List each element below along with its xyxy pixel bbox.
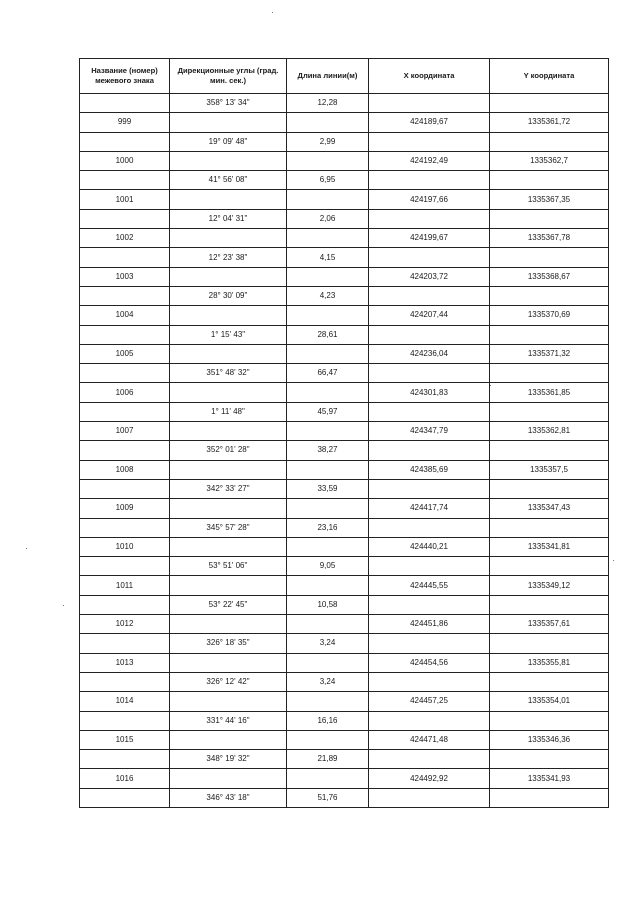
y-coordinate-cell (490, 557, 609, 576)
y-coordinate-cell (490, 325, 609, 344)
y-coordinate-cell (490, 94, 609, 113)
y-coordinate-cell (490, 402, 609, 421)
angle-cell: 342° 33' 27" (170, 479, 287, 498)
y-coordinate-cell: 1335347,43 (490, 499, 609, 518)
y-coordinate-cell: 1335341,93 (490, 769, 609, 788)
y-coordinate-cell: 1335361,85 (490, 383, 609, 402)
y-coordinate-cell: 1335370,69 (490, 306, 609, 325)
y-coordinate-cell: 1335367,35 (490, 190, 609, 209)
table-row (80, 615, 609, 634)
point-name-cell (80, 171, 170, 190)
point-name-cell: 999 (80, 113, 170, 132)
x-coordinate-cell (369, 672, 490, 691)
table-row (80, 229, 609, 248)
length-cell: 21,89 (287, 750, 369, 769)
length-cell: 4,15 (287, 248, 369, 267)
table-row (80, 730, 609, 749)
x-coordinate-cell: 424457,25 (369, 692, 490, 711)
angle-cell: 348° 19' 32" (170, 750, 287, 769)
point-name-cell: 1013 (80, 653, 170, 672)
point-name-cell: 1005 (80, 344, 170, 363)
angle-cell: 53° 22' 45" (170, 595, 287, 614)
table-row (80, 634, 609, 653)
table-row (80, 479, 609, 498)
angle-cell (170, 267, 287, 286)
angle-cell (170, 306, 287, 325)
point-name-cell: 1016 (80, 769, 170, 788)
angle-cell: 351° 48' 32" (170, 364, 287, 383)
header-length: Длина линии(м) (287, 59, 369, 94)
table-row (80, 576, 609, 595)
scan-speck (63, 605, 64, 606)
table-row (80, 190, 609, 209)
length-cell (287, 460, 369, 479)
angle-cell (170, 344, 287, 363)
length-cell (287, 306, 369, 325)
table-row (80, 711, 609, 730)
y-coordinate-cell: 1335362,81 (490, 422, 609, 441)
table-row (80, 750, 609, 769)
y-coordinate-cell (490, 248, 609, 267)
x-coordinate-cell: 424451,86 (369, 615, 490, 634)
y-coordinate-cell: 1335361,72 (490, 113, 609, 132)
table-row (80, 364, 609, 383)
length-cell: 23,16 (287, 518, 369, 537)
point-name-cell (80, 209, 170, 228)
length-cell (287, 615, 369, 634)
angle-cell: 326° 18' 35" (170, 634, 287, 653)
point-name-cell: 1011 (80, 576, 170, 595)
length-cell (287, 229, 369, 248)
scan-speck (490, 385, 491, 386)
x-coordinate-cell: 424385,69 (369, 460, 490, 479)
angle-cell (170, 653, 287, 672)
length-cell: 28,61 (287, 325, 369, 344)
point-name-cell: 1012 (80, 615, 170, 634)
angle-cell (170, 692, 287, 711)
table-header-row (80, 59, 609, 94)
x-coordinate-cell (369, 171, 490, 190)
angle-cell (170, 383, 287, 402)
table-row (80, 383, 609, 402)
length-cell: 51,76 (287, 788, 369, 807)
table-row (80, 518, 609, 537)
point-name-cell (80, 672, 170, 691)
y-coordinate-cell (490, 750, 609, 769)
point-name-cell (80, 441, 170, 460)
scan-speck (26, 548, 27, 549)
table-row (80, 595, 609, 614)
x-coordinate-cell: 424192,49 (369, 151, 490, 170)
point-name-cell (80, 248, 170, 267)
table-row (80, 537, 609, 556)
table-row (80, 557, 609, 576)
point-name-cell (80, 750, 170, 769)
angle-cell (170, 460, 287, 479)
x-coordinate-cell: 424445,55 (369, 576, 490, 595)
table-row (80, 286, 609, 305)
point-name-cell (80, 557, 170, 576)
table-row (80, 151, 609, 170)
x-coordinate-cell: 424417,74 (369, 499, 490, 518)
table-row (80, 692, 609, 711)
table-row (80, 422, 609, 441)
x-coordinate-cell (369, 788, 490, 807)
angle-cell: 345° 57' 28" (170, 518, 287, 537)
y-coordinate-cell (490, 711, 609, 730)
coordinates-table (79, 58, 609, 808)
x-coordinate-cell: 424440,21 (369, 537, 490, 556)
x-coordinate-cell (369, 634, 490, 653)
point-name-cell: 1002 (80, 229, 170, 248)
table-row (80, 306, 609, 325)
y-coordinate-cell (490, 286, 609, 305)
table-row (80, 209, 609, 228)
y-coordinate-cell: 1335357,61 (490, 615, 609, 634)
y-coordinate-cell (490, 518, 609, 537)
y-coordinate-cell: 1335346,36 (490, 730, 609, 749)
x-coordinate-cell (369, 132, 490, 151)
scan-speck (272, 12, 273, 13)
angle-cell: 28° 30' 09" (170, 286, 287, 305)
table-row (80, 132, 609, 151)
angle-cell (170, 229, 287, 248)
x-coordinate-cell (369, 479, 490, 498)
length-cell: 16,16 (287, 711, 369, 730)
length-cell (287, 653, 369, 672)
angle-cell (170, 576, 287, 595)
table-row (80, 402, 609, 421)
y-coordinate-cell (490, 441, 609, 460)
y-coordinate-cell: 1335354,01 (490, 692, 609, 711)
x-coordinate-cell (369, 402, 490, 421)
angle-cell: 352° 01' 28" (170, 441, 287, 460)
y-coordinate-cell (490, 171, 609, 190)
x-coordinate-cell: 424454,56 (369, 653, 490, 672)
length-cell (287, 344, 369, 363)
scan-speck (613, 560, 614, 561)
angle-cell (170, 422, 287, 441)
y-coordinate-cell (490, 479, 609, 498)
x-coordinate-cell: 424236,04 (369, 344, 490, 363)
angle-cell (170, 151, 287, 170)
table-row (80, 113, 609, 132)
y-coordinate-cell: 1335362,7 (490, 151, 609, 170)
point-name-cell: 1010 (80, 537, 170, 556)
x-coordinate-cell (369, 441, 490, 460)
x-coordinate-cell (369, 711, 490, 730)
angle-cell: 41° 56' 08" (170, 171, 287, 190)
table-body (80, 94, 609, 808)
x-coordinate-cell: 424207,44 (369, 306, 490, 325)
x-coordinate-cell (369, 557, 490, 576)
x-coordinate-cell (369, 518, 490, 537)
y-coordinate-cell (490, 209, 609, 228)
angle-cell: 12° 04' 31" (170, 209, 287, 228)
length-cell (287, 422, 369, 441)
header-angle: Дирекционные углы (град. мин. сек.) (170, 59, 287, 94)
point-name-cell: 1008 (80, 460, 170, 479)
table-row (80, 267, 609, 286)
length-cell (287, 730, 369, 749)
point-name-cell: 1000 (80, 151, 170, 170)
table-row (80, 672, 609, 691)
angle-cell: 326° 12' 42" (170, 672, 287, 691)
table-row (80, 94, 609, 113)
table-row (80, 325, 609, 344)
x-coordinate-cell (369, 209, 490, 228)
length-cell: 66,47 (287, 364, 369, 383)
length-cell: 3,24 (287, 634, 369, 653)
header-x: X координата (369, 59, 490, 94)
point-name-cell (80, 94, 170, 113)
header-name: Название (номер) межевого знака (80, 59, 170, 94)
x-coordinate-cell (369, 286, 490, 305)
y-coordinate-cell (490, 788, 609, 807)
length-cell (287, 576, 369, 595)
x-coordinate-cell (369, 750, 490, 769)
y-coordinate-cell: 1335349,12 (490, 576, 609, 595)
point-name-cell (80, 364, 170, 383)
y-coordinate-cell: 1335341,81 (490, 537, 609, 556)
table-row (80, 653, 609, 672)
x-coordinate-cell: 424301,83 (369, 383, 490, 402)
table-row (80, 441, 609, 460)
length-cell (287, 113, 369, 132)
table-row (80, 788, 609, 807)
length-cell (287, 499, 369, 518)
point-name-cell: 1007 (80, 422, 170, 441)
point-name-cell (80, 132, 170, 151)
point-name-cell (80, 788, 170, 807)
point-name-cell (80, 595, 170, 614)
angle-cell (170, 113, 287, 132)
y-coordinate-cell (490, 595, 609, 614)
length-cell (287, 769, 369, 788)
angle-cell: 1° 15' 43" (170, 325, 287, 344)
angle-cell (170, 537, 287, 556)
length-cell (287, 537, 369, 556)
angle-cell: 1° 11' 48" (170, 402, 287, 421)
x-coordinate-cell: 424203,72 (369, 267, 490, 286)
point-name-cell: 1014 (80, 692, 170, 711)
length-cell: 9,05 (287, 557, 369, 576)
header-y: Y координата (490, 59, 609, 94)
point-name-cell (80, 402, 170, 421)
x-coordinate-cell: 424347,79 (369, 422, 490, 441)
y-coordinate-cell: 1335357,5 (490, 460, 609, 479)
length-cell (287, 190, 369, 209)
length-cell: 6,95 (287, 171, 369, 190)
angle-cell (170, 615, 287, 634)
point-name-cell: 1006 (80, 383, 170, 402)
y-coordinate-cell (490, 634, 609, 653)
length-cell: 3,24 (287, 672, 369, 691)
length-cell: 33,59 (287, 479, 369, 498)
point-name-cell (80, 711, 170, 730)
x-coordinate-cell (369, 248, 490, 267)
length-cell: 12,28 (287, 94, 369, 113)
length-cell (287, 383, 369, 402)
point-name-cell: 1009 (80, 499, 170, 518)
x-coordinate-cell: 424197,66 (369, 190, 490, 209)
angle-cell: 53° 51' 06" (170, 557, 287, 576)
table-row (80, 769, 609, 788)
point-name-cell: 1015 (80, 730, 170, 749)
x-coordinate-cell: 424492,92 (369, 769, 490, 788)
angle-cell (170, 499, 287, 518)
x-coordinate-cell: 424189,67 (369, 113, 490, 132)
angle-cell (170, 769, 287, 788)
length-cell: 4,23 (287, 286, 369, 305)
y-coordinate-cell: 1335367,78 (490, 229, 609, 248)
length-cell: 10,58 (287, 595, 369, 614)
table-row (80, 344, 609, 363)
y-coordinate-cell (490, 672, 609, 691)
x-coordinate-cell: 424471,48 (369, 730, 490, 749)
angle-cell (170, 190, 287, 209)
y-coordinate-cell: 1335368,67 (490, 267, 609, 286)
x-coordinate-cell (369, 325, 490, 344)
length-cell: 45,97 (287, 402, 369, 421)
x-coordinate-cell: 424199,67 (369, 229, 490, 248)
point-name-cell: 1003 (80, 267, 170, 286)
angle-cell: 12° 23' 38" (170, 248, 287, 267)
y-coordinate-cell: 1335371,32 (490, 344, 609, 363)
point-name-cell (80, 634, 170, 653)
point-name-cell: 1004 (80, 306, 170, 325)
x-coordinate-cell (369, 94, 490, 113)
table-row (80, 460, 609, 479)
length-cell: 2,99 (287, 132, 369, 151)
angle-cell: 19° 09' 48" (170, 132, 287, 151)
point-name-cell (80, 479, 170, 498)
y-coordinate-cell: 1335355,81 (490, 653, 609, 672)
point-name-cell (80, 518, 170, 537)
length-cell: 2,06 (287, 209, 369, 228)
point-name-cell (80, 286, 170, 305)
table-row (80, 499, 609, 518)
table-row (80, 171, 609, 190)
y-coordinate-cell (490, 132, 609, 151)
x-coordinate-cell (369, 595, 490, 614)
angle-cell: 331° 44' 16" (170, 711, 287, 730)
angle-cell: 346° 43' 18" (170, 788, 287, 807)
point-name-cell (80, 325, 170, 344)
table-row (80, 248, 609, 267)
length-cell (287, 692, 369, 711)
length-cell (287, 151, 369, 170)
x-coordinate-cell (369, 364, 490, 383)
point-name-cell: 1001 (80, 190, 170, 209)
angle-cell (170, 730, 287, 749)
angle-cell: 358° 13' 34" (170, 94, 287, 113)
length-cell: 38,27 (287, 441, 369, 460)
y-coordinate-cell (490, 364, 609, 383)
length-cell (287, 267, 369, 286)
